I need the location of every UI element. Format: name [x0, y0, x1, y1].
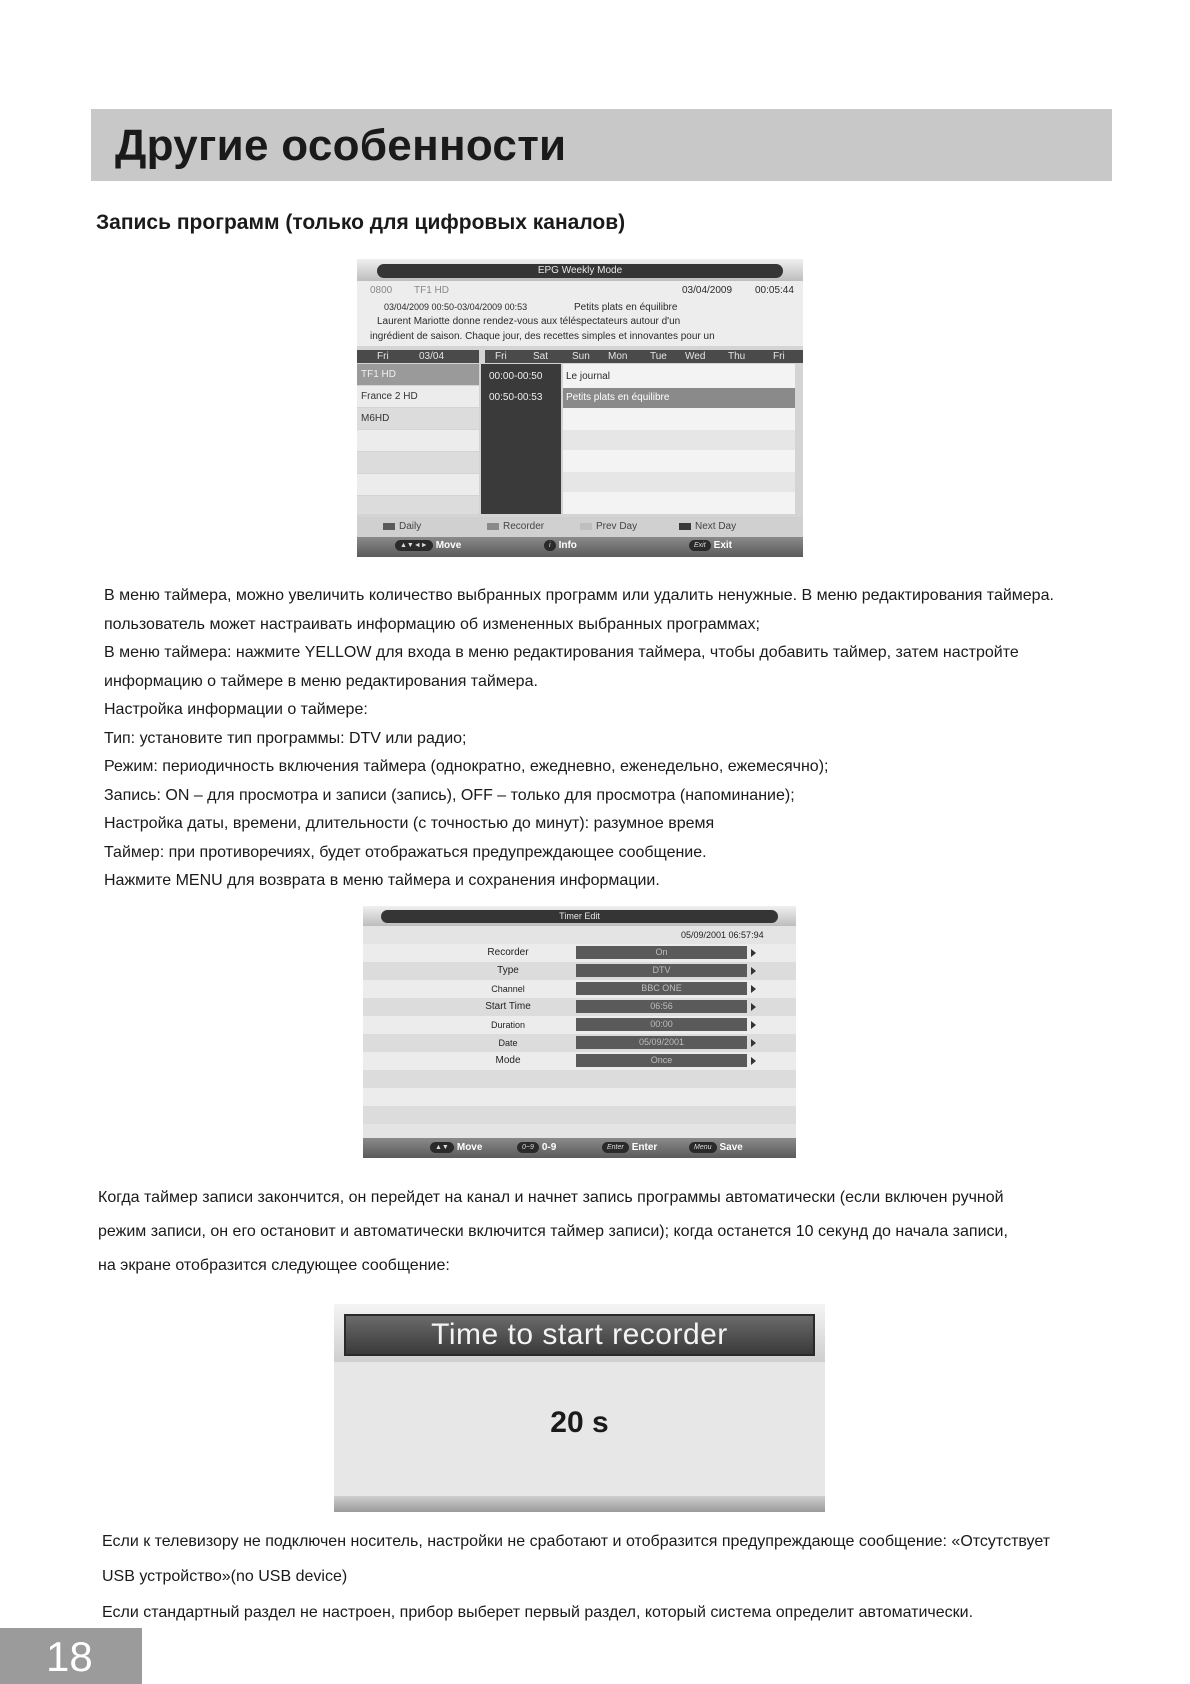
timer-row-label: Channel	[491, 984, 525, 994]
epg-footer	[357, 537, 803, 557]
timer-move-hint: ▲▼ Move	[430, 1142, 482, 1153]
epg-time: 00:05:44	[755, 285, 794, 296]
arrow-right-icon	[751, 1021, 756, 1029]
epg-channel-name: TF1 HD	[414, 285, 449, 296]
color-key-icon	[679, 523, 691, 530]
dialog-footer-bar	[334, 1496, 825, 1512]
epg-schedule-empty	[563, 472, 795, 492]
epg-description-2: ingrédient de saison. Chaque jour, des recettes simples et innovantes pour un	[370, 331, 715, 342]
enter-key-icon: Enter	[602, 1142, 629, 1153]
timer-row[interactable]	[363, 980, 796, 998]
epg-info-panel	[357, 281, 803, 346]
timer-save-hint: Menu Save	[689, 1142, 743, 1153]
body-text-line: Настройка даты, времени, длительности (с точностью до минут): разумное время	[104, 815, 715, 832]
epg-day-date: 03/04	[419, 351, 445, 362]
color-key-icon	[487, 523, 499, 530]
timer-enter-hint: Enter Enter	[602, 1142, 657, 1153]
epg-week-tab[interactable]: Sun	[572, 351, 590, 362]
timer-row-label: Recorder	[487, 947, 529, 958]
timer-footer	[363, 1138, 796, 1158]
epg-channel-empty	[357, 496, 479, 514]
timer-digits-hint: 0~9 0-9	[517, 1142, 556, 1153]
body-text-line: пользователь может настраивать информацию об измененных выбранных программах;	[104, 616, 760, 633]
epg-week-tabs	[485, 350, 803, 363]
timer-row[interactable]	[363, 1052, 796, 1070]
page-number-box	[0, 1628, 142, 1684]
epg-week-tab[interactable]: Fri	[773, 351, 785, 362]
body-text-line: Настройка информации о таймере:	[104, 701, 368, 718]
epg-program-column	[563, 364, 795, 514]
epg-screenshot	[357, 259, 803, 557]
info-key-icon: i	[544, 540, 556, 551]
section-subtitle: Запись программ (только для цифровых каналов)	[96, 211, 626, 234]
timer-edit-screenshot	[363, 906, 796, 1158]
color-key-icon	[383, 523, 395, 530]
body-text-line: Если стандартный раздел не настроен, прибор выберет первый раздел, который система определит автоматически.	[102, 1604, 974, 1621]
arrow-keys-icon: ▲▼◄►	[395, 540, 433, 551]
epg-channel-empty	[357, 452, 479, 473]
arrow-keys-icon: ▲▼	[430, 1142, 454, 1153]
timer-row-value[interactable]: 05/09/2001	[576, 1036, 747, 1049]
epg-day-header	[357, 350, 479, 363]
epg-channel-item[interactable]: France 2 HD	[357, 386, 479, 407]
arrow-right-icon	[751, 1057, 756, 1065]
body-text-line: Режим: периодичность включения таймера (однократно, ежедневно, еженедельно, ежемесячно);	[104, 758, 829, 775]
timer-row-value[interactable]: DTV	[576, 964, 747, 977]
timer-row-label: Mode	[495, 1055, 521, 1066]
timer-title: Timer Edit	[381, 910, 778, 923]
timer-row[interactable]	[363, 944, 796, 962]
timer-row-value[interactable]: 00:00	[576, 1018, 747, 1031]
timer-row-value[interactable]: 06:56	[576, 1000, 747, 1013]
exit-key-icon: Exit	[689, 540, 711, 551]
epg-week-tab[interactable]: Fri	[495, 351, 507, 362]
timer-row[interactable]	[363, 1034, 796, 1052]
epg-channel-item[interactable]: TF1 HD	[357, 364, 479, 385]
timer-row-label: Duration	[490, 1020, 526, 1030]
epg-schedule-program[interactable]: Petits plats en équilibre	[563, 388, 795, 408]
epg-event-title: Petits plats en équilibre	[574, 302, 678, 313]
epg-legend	[357, 517, 803, 537]
epg-schedule-time[interactable]: 00:00-00:50	[489, 371, 543, 382]
timer-row-label: Type	[497, 965, 519, 976]
timer-title-bar	[363, 906, 796, 926]
title-band	[91, 109, 1112, 181]
epg-week-tab[interactable]: Thu	[728, 351, 746, 362]
page-number: 18	[46, 1633, 93, 1680]
epg-title-bar	[357, 259, 803, 281]
timer-row-value[interactable]: BBC ONE	[576, 982, 747, 995]
dialog-countdown: 20 s	[550, 1406, 609, 1439]
body-text-line: режим записи, он его остановит и автоматически включится таймер записи); когда останется 10 секунд до начала записи,	[98, 1223, 1008, 1240]
epg-week-tab[interactable]: Mon	[608, 351, 628, 362]
timer-row-value[interactable]: On	[576, 946, 747, 959]
epg-exit-hint: Exit Exit	[689, 540, 732, 551]
color-key-icon	[580, 523, 592, 530]
epg-week-tab[interactable]: Tue	[650, 351, 667, 362]
legend-daily[interactable]: Daily	[383, 521, 421, 532]
arrow-right-icon	[751, 1039, 756, 1047]
timer-row[interactable]	[363, 1016, 796, 1034]
body-text-line: Запись: ON – для просмотра и записи (запись), OFF – только для просмотра (напоминание);	[104, 787, 795, 804]
timer-empty-row	[363, 1088, 796, 1106]
epg-description-1: Laurent Mariotte donne rendez-vous aux téléspectateurs autour d'un	[377, 316, 681, 327]
epg-channel-empty	[357, 430, 479, 451]
timer-row-label: Start Time	[485, 1001, 531, 1012]
epg-week-tab[interactable]: Wed	[685, 351, 706, 362]
epg-event-range: 03/04/2009 00:50-03/04/2009 00:53	[384, 302, 528, 312]
arrow-right-icon	[751, 985, 756, 993]
epg-schedule-program[interactable]: Le journal	[566, 371, 610, 382]
legend-prev-day[interactable]: Prev Day	[580, 521, 637, 532]
body-text-line: Нажмите MENU для возврата в меню таймера и сохранения информации.	[104, 872, 660, 889]
legend-recorder[interactable]: Recorder	[487, 521, 544, 532]
record-countdown-dialog	[334, 1304, 825, 1512]
body-text-line: USB устройство»(no USB device)	[102, 1568, 348, 1585]
epg-schedule-time[interactable]: 00:50-00:53	[489, 392, 543, 403]
body-text-line: на экране отобразится следующее сообщение:	[98, 1257, 450, 1274]
epg-channel-list	[357, 364, 479, 514]
epg-channel-item[interactable]: M6HD	[357, 408, 479, 429]
body-text-line: В меню таймера: нажмите YELLOW для входа в меню редактирования таймера, чтобы добавить таймер, затем настройте	[104, 644, 1019, 661]
timer-datetime: 05/09/2001 06:57:94	[681, 930, 764, 940]
epg-date: 03/04/2009	[682, 285, 733, 296]
epg-channel-empty	[357, 474, 479, 495]
epg-info-hint: i Info	[544, 540, 577, 551]
timer-empty-row	[363, 1106, 796, 1124]
dialog-title: Time to start recorder	[344, 1314, 815, 1356]
arrow-right-icon	[751, 949, 756, 957]
epg-move-hint: ▲▼◄► Move	[395, 540, 461, 551]
epg-channel-number: 0800	[370, 285, 393, 296]
digits-key-icon: 0~9	[517, 1142, 539, 1153]
body-text-line: Когда таймер записи закончится, он перейдет на канал и начнет запись программы автоматически (если включен ручной	[98, 1189, 1004, 1206]
dialog-header	[334, 1304, 825, 1362]
epg-schedule-empty	[563, 430, 795, 450]
body-text-line: Таймер: при противоречиях, будет отображаться предупреждающее сообщение.	[104, 844, 707, 861]
body-text-line: информацию о таймере в меню редактирования таймера.	[104, 673, 538, 690]
epg-week-tab[interactable]: Sat	[533, 351, 549, 362]
arrow-right-icon	[751, 1003, 756, 1011]
body-text-line: Тип: установите тип программы: DTV или радио;	[104, 730, 467, 747]
body-text-line: Если к телевизору не подключен носитель, настройки не сработают и отобразится предупреждающе сообщение: «Отсутствует	[102, 1533, 1051, 1550]
timer-row-label: Date	[498, 1038, 518, 1048]
legend-next-day[interactable]: Next Day	[679, 521, 736, 532]
timer-row[interactable]	[363, 962, 796, 980]
epg-day-label: Fri	[377, 351, 389, 362]
timer-row[interactable]	[363, 998, 796, 1016]
epg-title: EPG Weekly Mode	[377, 264, 783, 278]
epg-time-column	[481, 364, 561, 514]
timer-empty-row	[363, 1070, 796, 1088]
menu-key-icon: Menu	[689, 1142, 717, 1153]
arrow-right-icon	[751, 967, 756, 975]
timer-row-value[interactable]: Once	[576, 1054, 747, 1067]
body-text-line: В меню таймера, можно увеличить количество выбранных программ или удалить ненужные. В меню редактирования таймера.	[104, 587, 1054, 604]
page-title: Другие особенности	[115, 121, 567, 170]
